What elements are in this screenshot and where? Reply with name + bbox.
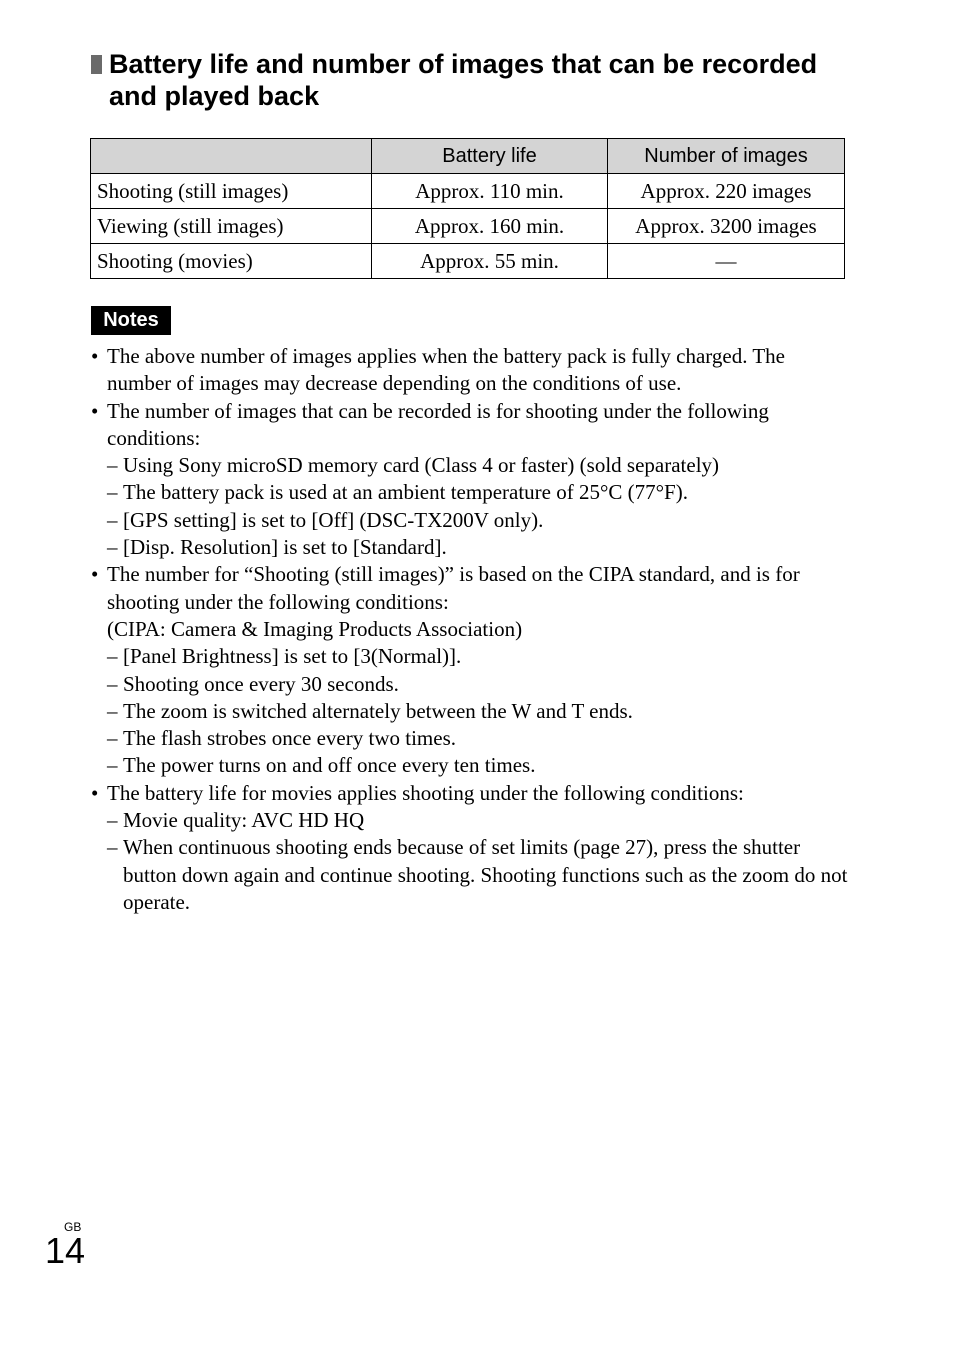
dash-icon: – [107, 698, 118, 723]
sub-item [107, 807, 851, 834]
table-row [91, 244, 845, 279]
note-extra-text: (CIPA: Camera & Imaging Products Association) [107, 616, 523, 641]
note-text: The battery life for movies applies shooting under the following conditions: [107, 780, 744, 805]
dash-icon: – [107, 535, 118, 560]
sub-text: The flash strobes once every two times. [123, 726, 456, 751]
table-header-cell [91, 139, 372, 174]
note-text: The above number of images applies when the battery pack is fully charged. The number of images may decrease depending on the conditions of use. [107, 344, 785, 396]
dash-icon: – [107, 507, 118, 532]
sub-item [107, 643, 851, 670]
note-text: The number of images that can be recorded is for shooting under the following conditions: [107, 398, 769, 450]
bullet-icon: • [91, 398, 99, 423]
sub-text: [Panel Brightness] is set to [3(Normal)]. [123, 644, 462, 669]
table-row [91, 209, 845, 244]
dash-icon: – [107, 480, 118, 505]
table-cell: Viewing (still images) [91, 209, 372, 244]
table-cell: Shooting (still images) [91, 174, 372, 209]
table-cell: Approx. 3200 images [608, 209, 845, 244]
sub-text: The battery pack is used at an ambient temperature of 25°C (77°F). [123, 480, 688, 505]
table-cell: Approx. 160 min. [372, 209, 608, 244]
note-text: The number for “Shooting (still images)” is based on the CIPA standard, and is for shooting under the following conditions: [107, 562, 800, 614]
section-heading [91, 48, 851, 112]
table-cell: Shooting (movies) [91, 244, 372, 279]
dash-icon: – [107, 808, 118, 833]
notes-list [91, 343, 851, 916]
sub-item [107, 671, 851, 698]
bullet-icon: • [91, 562, 99, 587]
sub-text: Shooting once every 30 seconds. [123, 671, 399, 696]
sub-text: Movie quality: AVC HD HQ [123, 808, 365, 833]
sub-text: The zoom is switched alternately between the W and T ends. [123, 698, 633, 723]
table-cell: Approx. 55 min. [372, 244, 608, 279]
table-cell: Approx. 110 min. [372, 174, 608, 209]
bullet-icon: • [91, 780, 99, 805]
sub-text: When continuous shooting ends because of set limits (page 27), press the shutter button down again and continue shooting. Shooting functions such as the zoom do not operate. [123, 835, 848, 914]
table-row [91, 174, 845, 209]
page-number: 14 [45, 1230, 86, 1271]
sub-item [107, 479, 851, 506]
heading-text: Battery life and number of images that can be recorded and played back [109, 49, 818, 111]
sub-item [107, 534, 851, 561]
sub-item [107, 698, 851, 725]
sub-text: [Disp. Resolution] is set to [Standard]. [123, 535, 447, 560]
sub-item [107, 507, 851, 534]
sub-text: Using Sony microSD memory card (Class 4 or faster) (sold separately) [123, 453, 720, 478]
dash-icon: – [107, 453, 118, 478]
table-cell: — [608, 244, 845, 279]
table-cell: Approx. 220 images [608, 174, 845, 209]
table-header-row [91, 139, 845, 174]
sub-item [107, 834, 851, 916]
sub-text: [GPS setting] is set to [Off] (DSC-TX200V only). [123, 507, 544, 532]
note-item [91, 561, 851, 779]
table-header-cell: Battery life [372, 139, 608, 174]
note-item [91, 780, 851, 916]
battery-life-table [90, 138, 845, 279]
heading-marker [91, 55, 102, 74]
notes-label: Notes [91, 306, 171, 335]
sub-item [107, 725, 851, 752]
note-item [91, 398, 851, 562]
dash-icon: – [107, 753, 118, 778]
sub-item [107, 752, 851, 779]
dash-icon: – [107, 644, 118, 669]
sub-item [107, 452, 851, 479]
table-header-cell: Number of images [608, 139, 845, 174]
bullet-icon: • [91, 344, 99, 368]
dash-icon: – [107, 671, 118, 696]
region-code: GB [64, 1220, 82, 1234]
note-item [91, 343, 851, 398]
dash-icon: – [107, 835, 118, 860]
dash-icon: – [107, 726, 118, 751]
sub-text: The power turns on and off once every ten times. [123, 753, 536, 778]
